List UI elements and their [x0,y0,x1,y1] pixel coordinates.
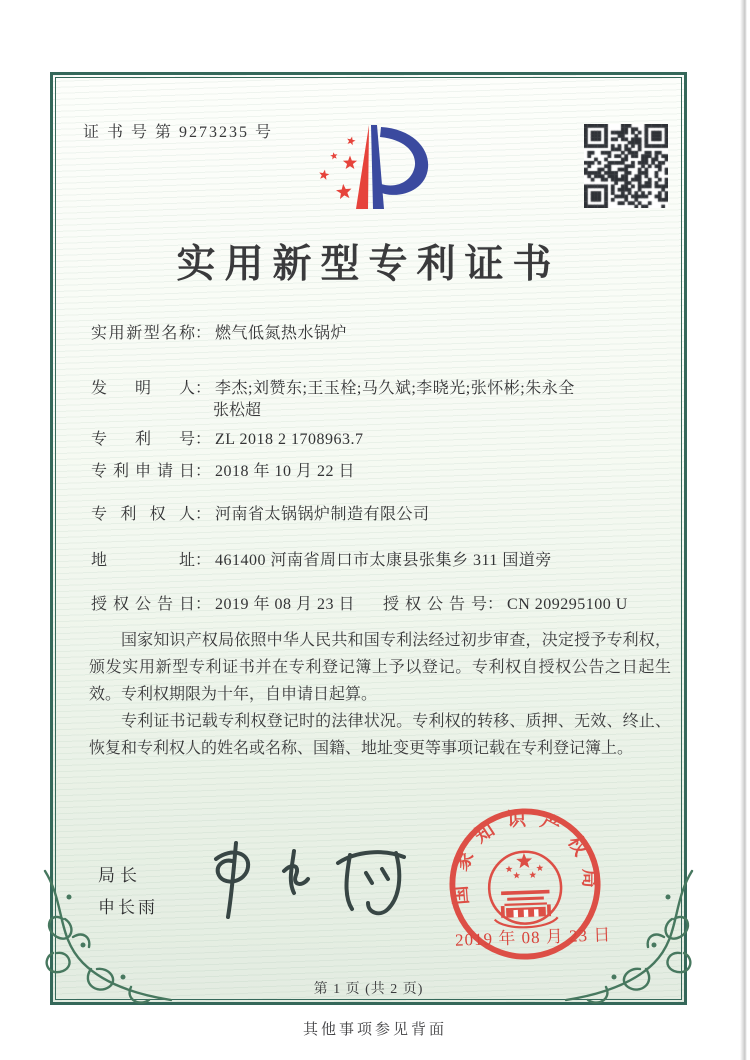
field-colon: ： [195,552,212,569]
field-row-inventors [91,378,669,400]
inventors-value-line2: 张松超 [213,402,262,419]
field-row-grant [91,594,669,616]
field-label: 授权公告日 [91,596,195,613]
field-colon: ： [195,325,212,342]
page-indicator: 第 1 页 (共 2 页) [313,982,424,997]
inventors-value: 李杰;刘赞东;王玉栓;马久斌;李晓光;张怀彬;朱永全 [215,380,575,397]
director-title: 局长 [98,866,142,885]
legal-text-block [89,627,671,762]
field-colon: ： [195,463,212,480]
back-side-note: 其他事项参见背面 [302,1022,447,1038]
corner-flourish-left-icon [39,867,174,1007]
qr-code [584,124,668,208]
field-colon: ： [195,506,212,523]
seal-ring-text: 国家知识产权局 [449,808,600,906]
grant-date-value: 2019 年 08 月 23 日 [215,596,356,613]
corner-flourish-right-icon [563,867,698,1007]
field-label: 实用新型名称 [91,325,195,342]
patent-fields [91,323,669,616]
patentee-value: 河南省太锅锅炉制造有限公司 [215,506,430,523]
legal-text-paragraph-1: 国家知识产权局依照中华人民共和国专利法经过初步审查，决定授予专利权，颁发实用新型专利证书并在专利登记簿上予以登记。专利权自授权公告之日起生效。专利权期限为十年，自申请日起算。 [89,632,671,703]
field-row-address [91,550,669,572]
seal-date: 2019 年 08 月 23 日 [454,925,612,950]
patent-number-value: ZL 2018 2 1708963.7 [215,431,364,448]
filing-date-value: 2018 年 10 月 22 日 [215,463,356,480]
field-colon: ： [195,596,212,613]
field-label: 授权公告号 [383,596,488,613]
certificate-number: 证 书 号 第 9273235 号 [83,124,274,141]
field-label: 专利权人 [91,506,195,523]
field-label: 发明人 [91,380,195,397]
field-row-utility-name [91,323,669,345]
legal-text-paragraph-2: 专利证书记载专利权登记时的法律状况。专利权的转移、质押、无效、终止、恢复和专利权人的姓名或名称、国籍、地址变更等事项记载在专利登记簿上。 [89,713,671,757]
field-label: 地址 [91,552,195,569]
cnipa-logo-icon [291,109,461,229]
address-value: 461400 河南省周口市太康县张集乡 311 国道旁 [215,552,552,569]
field-row-patent-number [91,429,669,451]
grant-number-value: CN 209295100 U [507,596,628,613]
director-handwritten-signature-icon [198,837,428,922]
certificate-title: 实用新型专利证书 [176,243,561,286]
field-label: 专利号 [91,431,195,448]
utility-model-name-value: 燃气低氮热水锅炉 [215,325,348,342]
director-name: 申长雨 [98,898,158,917]
field-label: 专利申请日 [91,463,195,480]
field-row-patentee [91,504,669,526]
field-colon: ： [195,431,212,448]
certificate-border-frame [50,72,687,1005]
scan-edge-shadow [740,0,747,1060]
field-colon: ： [487,596,504,613]
field-row-filing-date [91,461,669,483]
field-colon: ： [195,380,212,397]
